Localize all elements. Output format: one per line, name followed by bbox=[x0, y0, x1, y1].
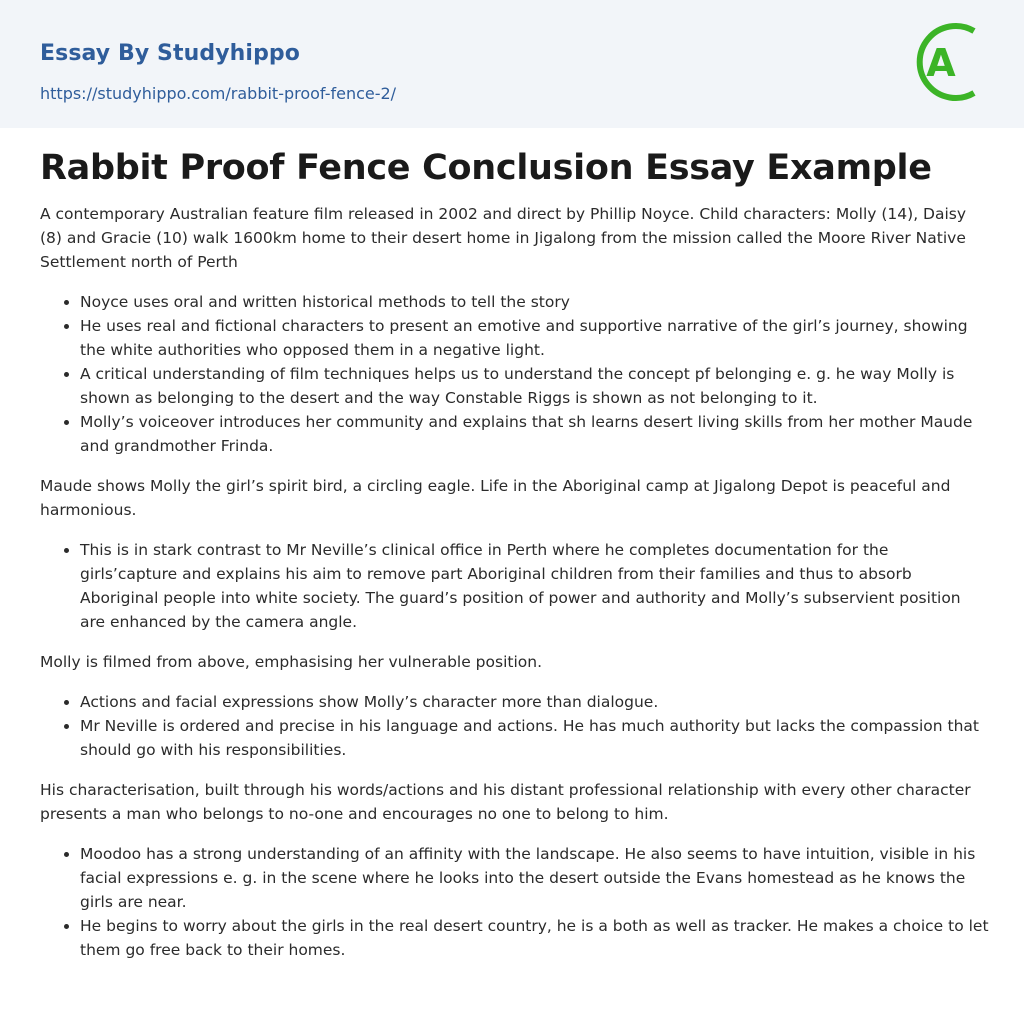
article-title: Rabbit Proof Fence Conclusion Essay Example bbox=[40, 148, 932, 188]
logo-letter: A bbox=[926, 41, 956, 85]
brand-title[interactable]: Essay By Studyhippo bbox=[40, 41, 300, 66]
list-item: • Moodoo has a strong understanding of an affinity with the landscape. He also seems to have intuition, visible in his facial expressions e. g. in the scene where he looks into the desert outside the Evans homestead as he knows the girls are near. bbox=[80, 842, 990, 914]
paragraph-intro: A contemporary Australian feature film released in 2002 and direct by Phillip Noyce. Child characters: Molly (14), Daisy (8) and Gracie (10) walk 1600km home to their desert home in Jigalong from the mission called the Moore River Native Settlement north of Perth bbox=[40, 205, 967, 271]
list-item: • A critical understanding of film techniques helps us to understand the concept pf belonging e. g. he way Molly is shown as belonging to the desert and the way Constable Riggs is shown as not belonging to it. bbox=[80, 362, 990, 410]
list-item: • He begins to worry about the girls in the real desert country, he is a both as well as tracker. He makes a choice to let them go free back to their homes. bbox=[80, 914, 990, 962]
list-item: • He uses real and fictional characters to present an emotive and supportive narrative of the girl’s journey, showing the white authorities who opposed them in a negative light. bbox=[80, 314, 990, 362]
bullet-list-1 bbox=[40, 290, 990, 458]
source-url-link[interactable]: https://studyhippo.com/rabbit-proof-fence-2/ bbox=[40, 84, 397, 103]
article-content bbox=[40, 140, 990, 978]
list-item: • Mr Neville is ordered and precise in his language and actions. He has much authority but lacks the compassion that should go with his responsibilities. bbox=[80, 714, 990, 762]
studyhippo-logo-icon[interactable] bbox=[912, 19, 986, 105]
site-header bbox=[0, 0, 1024, 128]
list-item: • Molly’s voiceover introduces her community and explains that sh learns desert living skills from her mother Maude and grandmother Frinda. bbox=[80, 410, 990, 458]
paragraph-characterisation: His characterisation, built through his words/actions and his distant professional relationship with every other character presents a man who belongs to no-one and encourages no one to belong to him. bbox=[40, 781, 971, 823]
paragraph-spirit-bird: Maude shows Molly the girl’s spirit bird, a circling eagle. Life in the Aboriginal camp at Jigalong Depot is peaceful and harmonious. bbox=[40, 477, 951, 519]
list-item: • Actions and facial expressions show Molly’s character more than dialogue. bbox=[80, 690, 990, 714]
bullet-list-4 bbox=[40, 842, 990, 962]
bullet-list-2 bbox=[40, 538, 990, 634]
list-item: • Noyce uses oral and written historical methods to tell the story bbox=[80, 290, 990, 314]
paragraph-camera-angle: Molly is filmed from above, emphasising her vulnerable position. bbox=[40, 653, 543, 671]
list-item: • This is in stark contrast to Mr Neville’s clinical office in Perth where he completes documentation for the girls’capture and explains his aim to remove part Aboriginal children from their families and thus to absorb Aboriginal people into white society. The guard’s position of power and authority and Molly’s subservient position are enhanced by the camera angle. bbox=[80, 538, 990, 634]
bullet-list-3 bbox=[40, 690, 990, 762]
